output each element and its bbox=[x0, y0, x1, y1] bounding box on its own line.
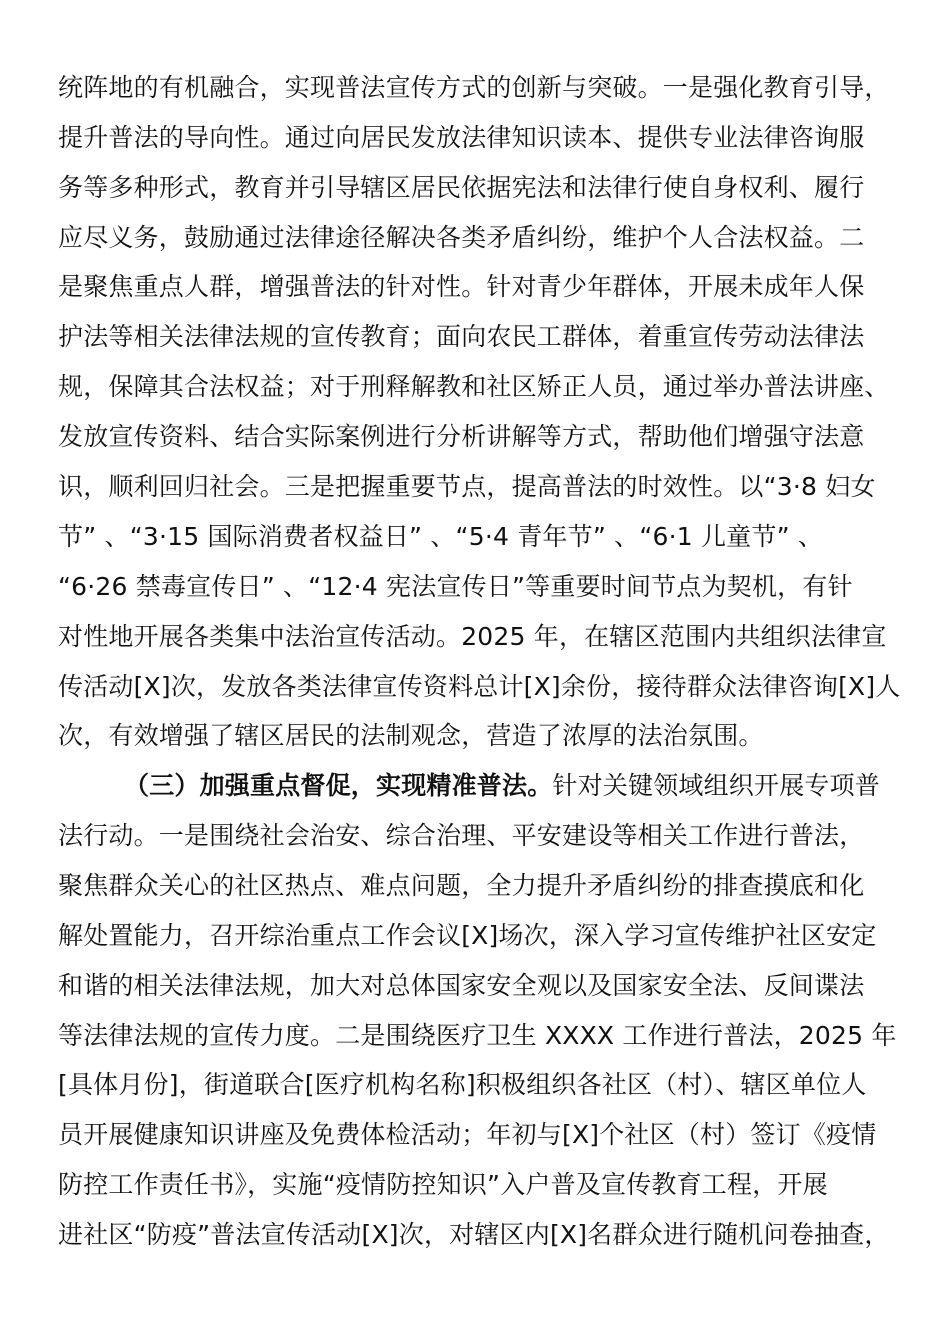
text-line: 发放宣传资料、结合实际案例进行分析讲解等方式，帮助他们增强守法意 bbox=[58, 422, 865, 451]
text-line: 防控工作责任书》，实施“疫情防控知识”入户普及宣传教育工程，开展 bbox=[58, 1170, 828, 1199]
text-line: 次，有效增强了辖区居民的法制观念，营造了浓厚的法治氛围。 bbox=[58, 721, 764, 750]
section-heading-line bbox=[124, 769, 908, 803]
text-line: 识，顺利回归社会。三是把握重要节点，提高普法的时效性。以“3·8 妇女 bbox=[58, 472, 876, 501]
text-line: “6·26 禁毒宣传日” 、“12·4 宪法宣传日”等重要时间节点为契机，有针 bbox=[58, 572, 853, 601]
text-line: 进社区“防疫”普法宣传活动[X]次，对辖区内[X]名群众进行随机问卷抽查， bbox=[58, 1220, 890, 1249]
text-line: 聚焦群众关心的社区热点、难点问题，全力提升矛盾纠纷的排查摸底和化 bbox=[58, 871, 865, 900]
text-line: 统阵地的有机融合，实现普法宣传方式的创新与突破。一是强化教育引导， bbox=[58, 73, 890, 102]
text-line: 务等多种形式，教育并引导辖区居民依据宪法和法律行使自身权利、履行 bbox=[58, 173, 865, 202]
text-line: 规，保障其合法权益；对于刑释解教和社区矫正人员，通过举办普法讲座、 bbox=[58, 372, 890, 401]
text-line: 提升普法的导向性。通过向居民发放法律知识读本、提供专业法律咨询服 bbox=[58, 123, 865, 152]
text-line: 是聚焦重点人群，增强普法的针对性。针对青少年群体，开展未成年人保 bbox=[58, 272, 865, 301]
text-line: 传活动[X]次，发放各类法律宣传资料总计[X]余份，接待群众法律咨询[X]人 bbox=[58, 672, 901, 701]
text-line: 等法律法规的宣传力度。二是围绕医疗卫生 XXXX 工作进行普法，2025 年 bbox=[58, 1021, 897, 1050]
text-line: 护法等相关法律法规的宣传教育；面向农民工群体，着重宣传劳动法律法 bbox=[58, 322, 865, 351]
text-line: 节” 、“3·15 国际消费者权益日” 、“5·4 青年节” 、“6·1 儿童节” 、 bbox=[58, 522, 824, 551]
text-line: [具体月份]，街道联合[医疗机构名称]积极组织各社区（村）、辖区单位人 bbox=[58, 1070, 867, 1099]
text-line: 对性地开展各类集中法治宣传活动。2025 年，在辖区范围内共组织法律宣 bbox=[58, 622, 887, 651]
text-line: 和谐的相关法律法规，加大对总体国家安全观以及国家安全法、反间谍法 bbox=[58, 971, 865, 1000]
text-line: 法行动。一是围绕社会治安、综合治理、平安建设等相关工作进行普法， bbox=[58, 821, 865, 850]
text-span: 针对关键领域组织开展专项普 bbox=[552, 771, 881, 800]
section-heading: （三）加强重点督促，实现精准普法。 bbox=[124, 771, 553, 800]
text-line: 应尽义务，鼓励通过法律途径解决各类矛盾纠纷，维护个人合法权益。二 bbox=[58, 223, 865, 252]
text-line: 员开展健康知识讲座及免费体检活动；年初与[X]个社区（村）签订《疫情 bbox=[58, 1120, 877, 1149]
text-line: 解处置能力，召开综治重点工作会议[X]场次，深入学习宣传维护社区安定 bbox=[58, 921, 877, 950]
